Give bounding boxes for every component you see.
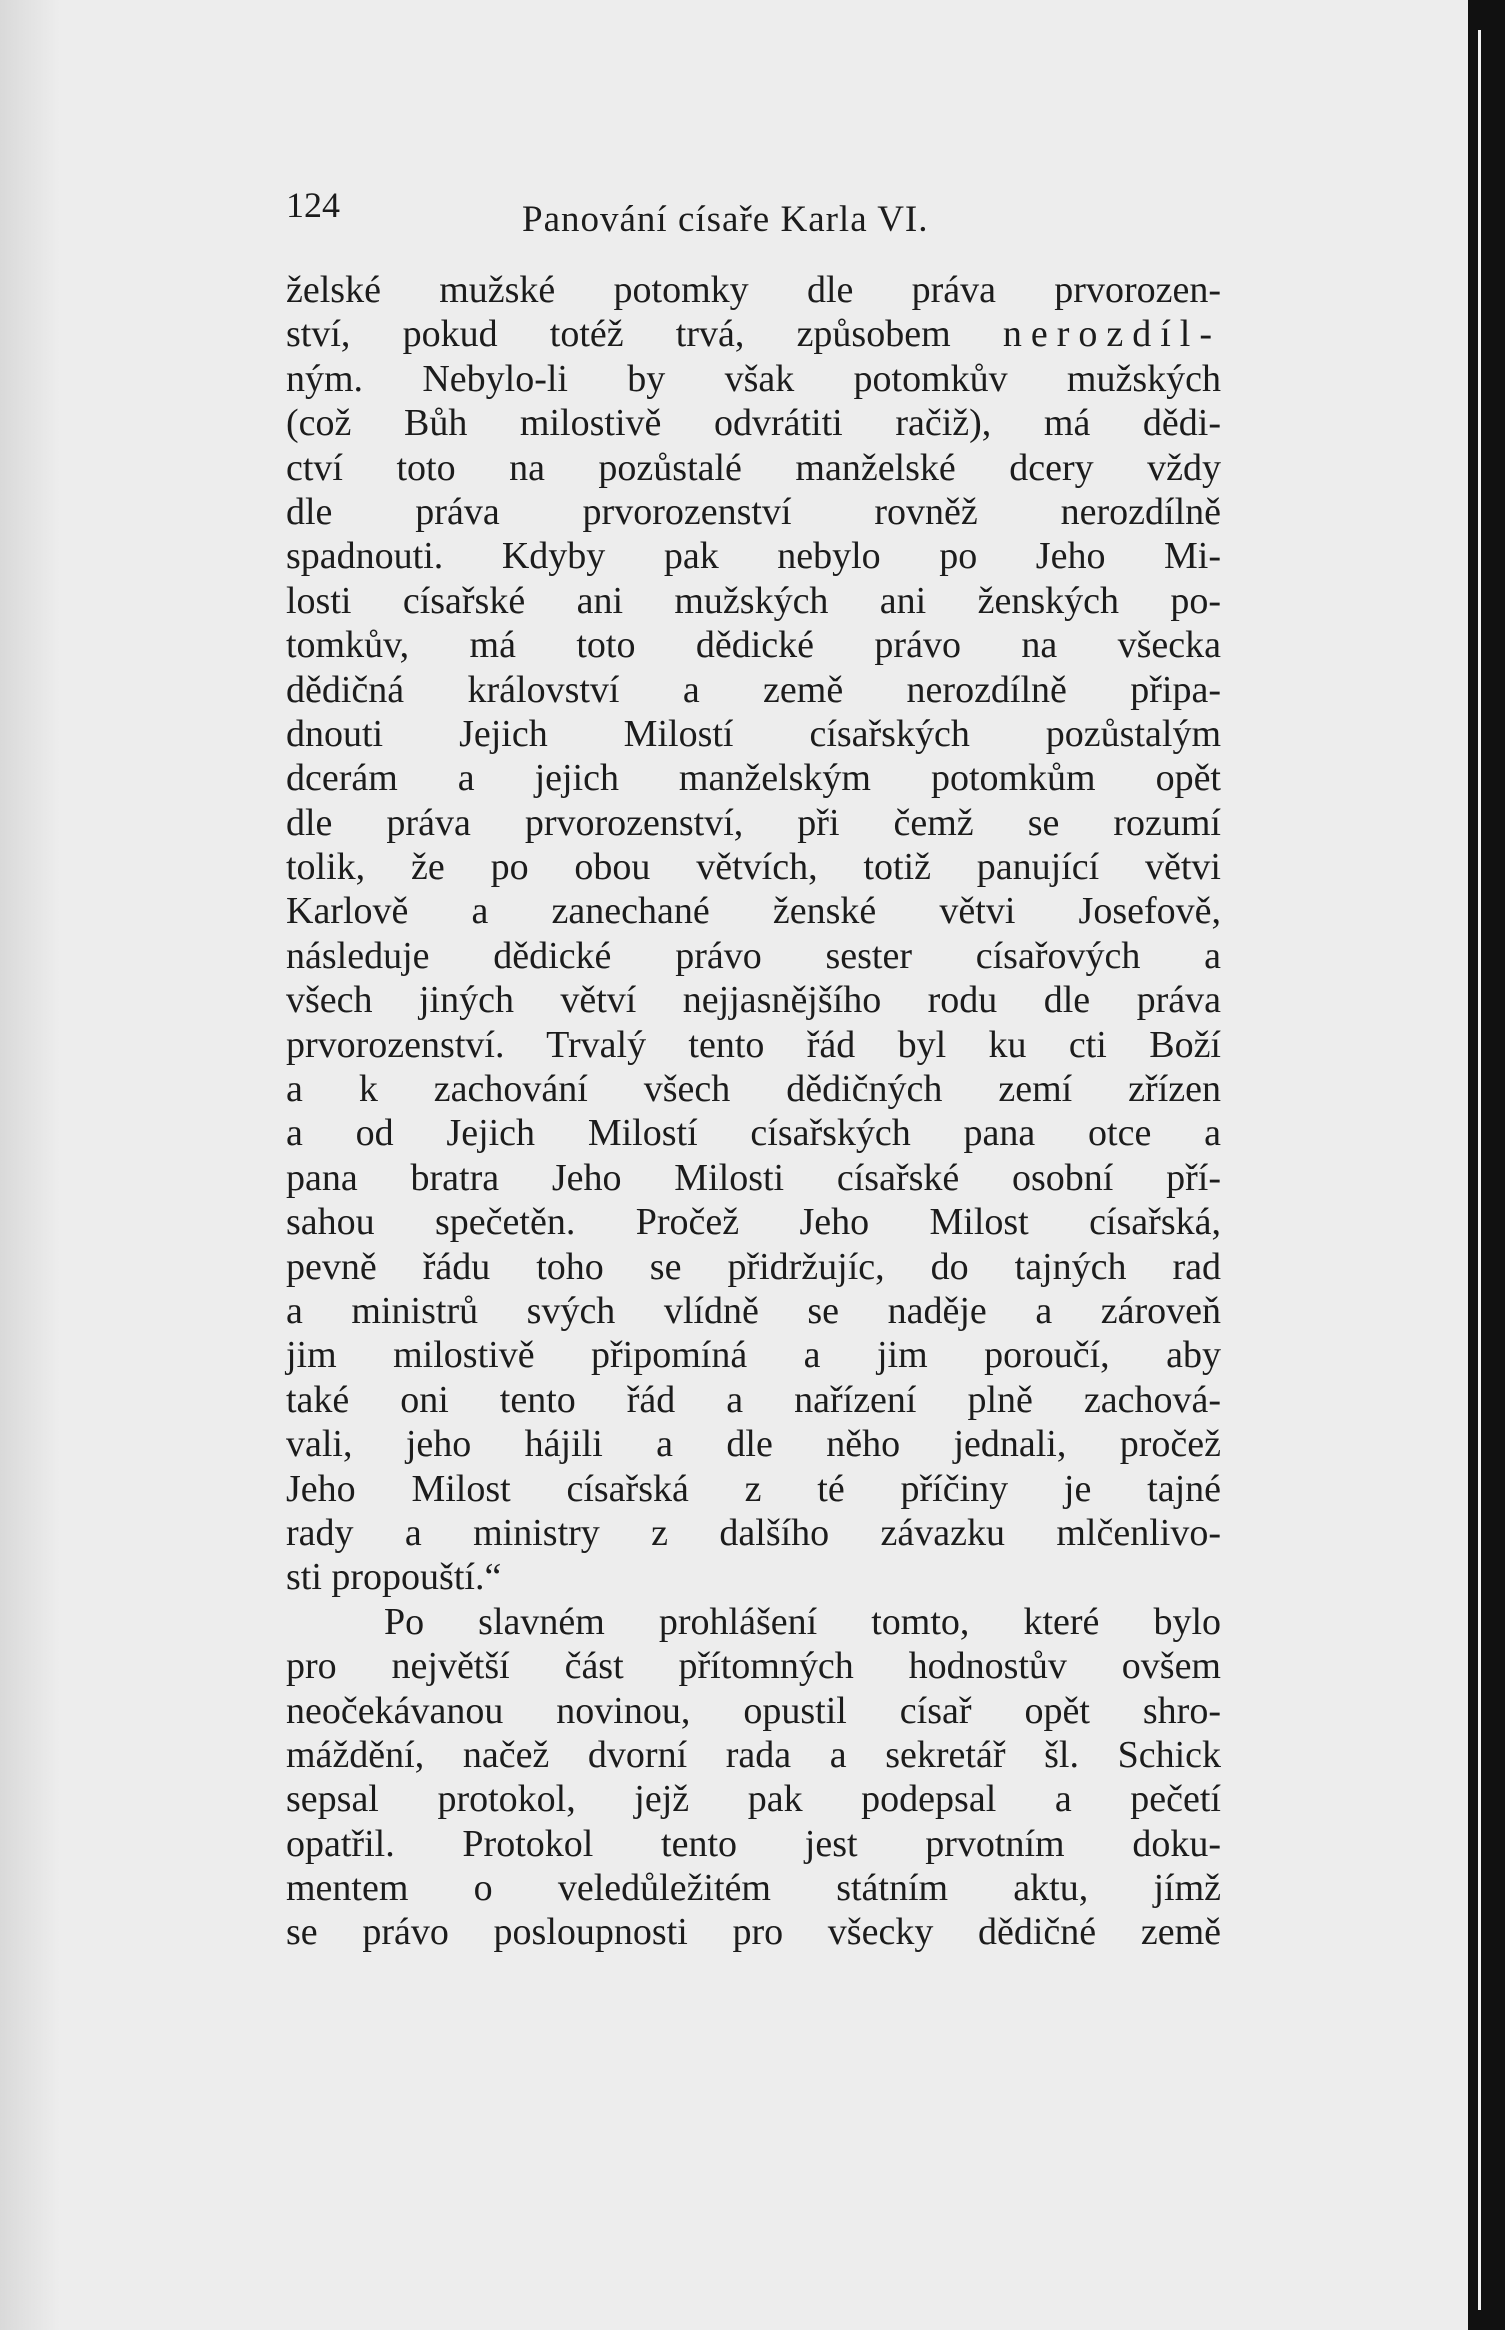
text-line: neočekávanou novinou, opustil císař opět shro- xyxy=(286,1689,1221,1732)
text-line: prvorozenství. Trvalý tento řád byl ku cti Boží xyxy=(286,1023,1221,1066)
text-line: rady a ministry z dalšího závazku mlčenlivo- xyxy=(286,1511,1221,1554)
text-line: sepsal protokol, jejž pak podepsal a pečetí xyxy=(286,1778,1221,1821)
text-line: opatřil. Protokol tento jest prvotním doku- xyxy=(286,1822,1221,1865)
text-line: Karlově a zanechané ženské větvi Josefově, xyxy=(286,890,1221,933)
page-number: 124 xyxy=(286,185,340,225)
spaced-emphasis-word: nerozdíl- xyxy=(1002,313,1221,356)
text-line: také oni tento řád a nařízení plně zachová- xyxy=(286,1378,1221,1421)
text-line: a ministrů svých vlídně se naděje a zároveň xyxy=(286,1289,1221,1332)
text-line: a k zachování všech dědičných zemí zřízen xyxy=(286,1068,1221,1111)
text-line: spadnouti. Kdyby pak nebylo po Jeho Mi- xyxy=(286,535,1221,578)
text-line: všech jiných větví nejjasnějšího rodu dle práva xyxy=(286,979,1221,1022)
text-line: tolik, že po obou větvích, totiž panující větvi xyxy=(286,846,1221,889)
text-line: následuje dědické právo sester císařových a xyxy=(286,934,1221,977)
text-line: tomkův, má toto dědické právo na všecka xyxy=(286,624,1221,667)
text-line: Po slavném prohlášení tomto, které bylo xyxy=(384,1600,1221,1643)
text-line: ným. Nebylo-li by však potomkův mužských xyxy=(286,357,1221,400)
text-line: pana bratra Jeho Milosti císařské osobní pří- xyxy=(286,1156,1221,1199)
page-header xyxy=(286,178,1221,248)
text-line: dědičná království a země nerozdílně připa- xyxy=(286,668,1221,711)
text-line: máždění, načež dvorní rada a sekretář šl. Schick xyxy=(286,1733,1221,1776)
text-line: mentem o veledůležitém státním aktu, jímž xyxy=(286,1867,1221,1910)
text-line: sti propouští.“ xyxy=(286,1556,502,1599)
text-line: dcerám a jejich manželským potomkům opět xyxy=(286,757,1221,800)
text-line: ctví toto na pozůstalé manželské dcery vždy xyxy=(286,446,1221,489)
text-line: dnouti Jejich Milostí císařských pozůstalým xyxy=(286,712,1221,755)
text-line: a od Jejich Milostí císařských pana otce a xyxy=(286,1112,1221,1155)
text-line: dle práva prvorozenství, při čemž se rozumí xyxy=(286,801,1221,844)
running-title: Panování císaře Karla VI. xyxy=(522,199,929,240)
text-segment: ství, pokud totéž trvá, způsobem xyxy=(286,313,951,356)
text-line: sahou spečetěn. Pročež Jeho Milost císařská, xyxy=(286,1201,1221,1244)
text-line: Jeho Milost císařská z té příčiny je tajné xyxy=(286,1467,1221,1510)
scan-right-edge xyxy=(1468,0,1505,2330)
text-line: vali, jeho hájili a dle něho jednali, pročež xyxy=(286,1423,1221,1466)
text-line: jim milostivě připomíná a jim poroučí, aby xyxy=(286,1334,1221,1377)
text-line: dle práva prvorozenství rovněž nerozdílně xyxy=(286,490,1221,533)
text-line xyxy=(286,312,1221,356)
body-text xyxy=(286,268,1221,1955)
page-edge-line xyxy=(1478,30,1481,2310)
text-line: se právo posloupnosti pro všecky dědičné země xyxy=(286,1911,1221,1954)
text-line: losti císařské ani mužských ani ženských po- xyxy=(286,579,1221,622)
text-line: pevně řádu toho se přidržujíc, do tajných rad xyxy=(286,1245,1221,1288)
text-line: želské mužské potomky dle práva prvorozen- xyxy=(286,269,1221,311)
text-line: (což Bůh milostivě odvrátiti račiž), má dědi- xyxy=(286,402,1221,445)
text-line: pro největší část přítomných hodnostův ovšem xyxy=(286,1645,1221,1688)
